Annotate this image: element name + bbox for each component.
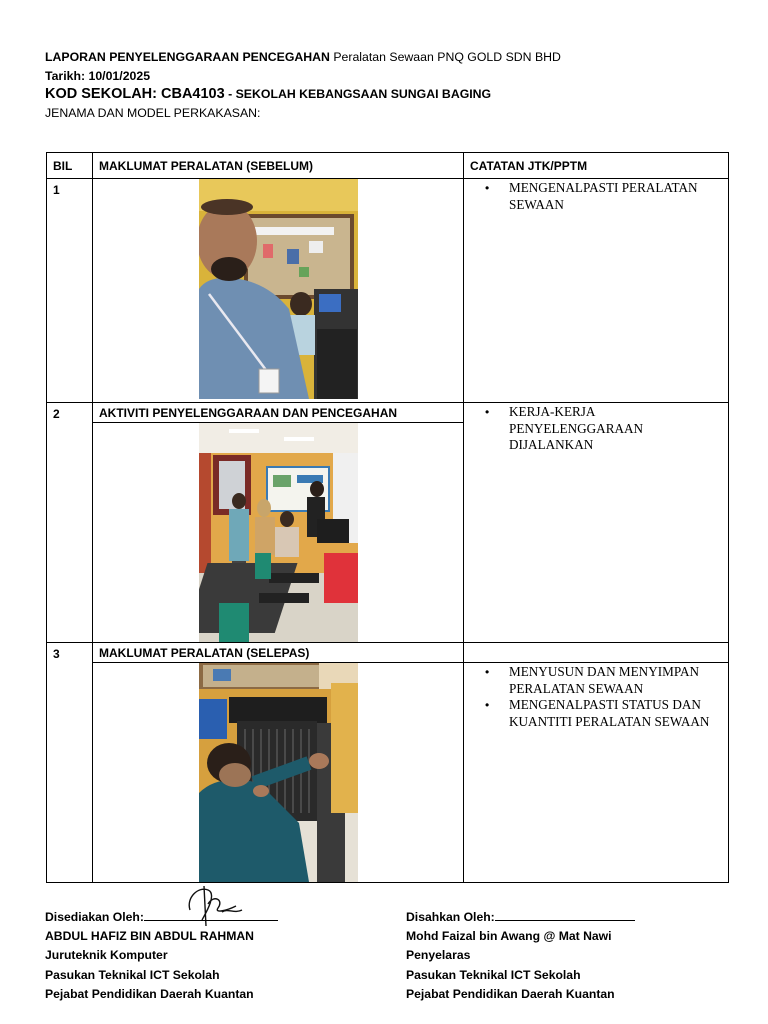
approved-signature-line [495,909,635,921]
row-number: 1 [47,179,93,403]
header-bil: BIL [47,153,93,179]
note-item: • KERJA-KERJA PENYELENGGARAAN DIJALANKAN [470,404,722,454]
approved-unit: Pasukan Teknikal ICT Sekolah [406,967,581,982]
notes-cell [464,663,729,883]
table-row [47,179,729,403]
section-title: MAKLUMAT PERALATAN (SELEPAS) [93,643,464,663]
notes-list [470,179,722,213]
header-notes: CATATAN JTK/PPTM [464,153,729,179]
approved-position: Penyelaras [406,948,471,963]
prepared-by-line [45,908,278,927]
report-title [45,48,735,67]
table-row [47,663,729,883]
maintenance-activity-photo [199,423,358,642]
note-item: • MENGENALPASTI PERALATAN SEWAAN [470,180,722,213]
prepared-by-label: Disediakan Oleh: [45,910,144,924]
prepared-office: Pejabat Pendidikan Daerah Kuantan [45,986,254,1001]
approved-by-line [406,908,635,927]
hardware-model-label: JENAMA DAN MODEL PERKAKASAN: [45,105,261,120]
table-row [47,643,729,663]
notes-cell [464,179,729,403]
report-table [46,152,729,883]
prepared-signature-line [144,909,278,921]
table-header-row [47,153,729,179]
table-row [47,403,729,423]
school-name: - SEKOLAH KEBANGSAAN SUNGAI BAGING [228,87,492,101]
notes-list [470,403,722,454]
approved-name: Mohd Faizal bin Awang @ Mat Nawi [406,929,612,944]
selfie-technician-photo [199,179,358,399]
prepared-position: Juruteknik Komputer [45,948,168,963]
row-number: 3 [47,643,93,883]
note-item: • MENYUSUN DAN MENYIMPAN PERALATAN SEWAAN [470,664,722,697]
header-equipment-before: MAKLUMAT PERALATAN (SEBELUM) [93,153,464,179]
notes-list [470,663,722,730]
approved-office: Pejabat Pendidikan Daerah Kuantan [406,986,615,1001]
approved-by-label: Disahkan Oleh: [406,910,495,924]
photo-cell [93,179,464,403]
school-code: KOD SEKOLAH: CBA4103 [45,86,225,102]
section-title: AKTIVITI PENYELENGGARAAN DAN PENCEGAHAN [93,403,464,423]
prepared-by-block [45,908,278,1004]
report-title-bold: LAPORAN PENYELENGGARAAN PENCEGAHAN [45,50,330,64]
note-item: • MENGENALPASTI STATUS DAN KUANTITI PERALATAN SEWAAN [470,697,722,730]
row-number: 2 [47,403,93,643]
prepared-name: ABDUL HAFIZ BIN ABDUL RAHMAN [45,929,254,944]
approved-by-block [406,908,635,1004]
notes-cell [464,403,729,643]
report-date: Tarikh: 10/01/2025 [45,68,151,83]
charging-cart-photo [199,663,358,882]
photo-cell [93,663,464,883]
photo-cell [93,423,464,643]
report-title-company: Peralatan Sewaan PNQ GOLD SDN BHD [333,50,561,64]
report-header [45,48,735,122]
prepared-unit: Pasukan Teknikal ICT Sekolah [45,967,220,982]
school-code-line [45,85,735,104]
notes-cell-empty [464,643,729,663]
